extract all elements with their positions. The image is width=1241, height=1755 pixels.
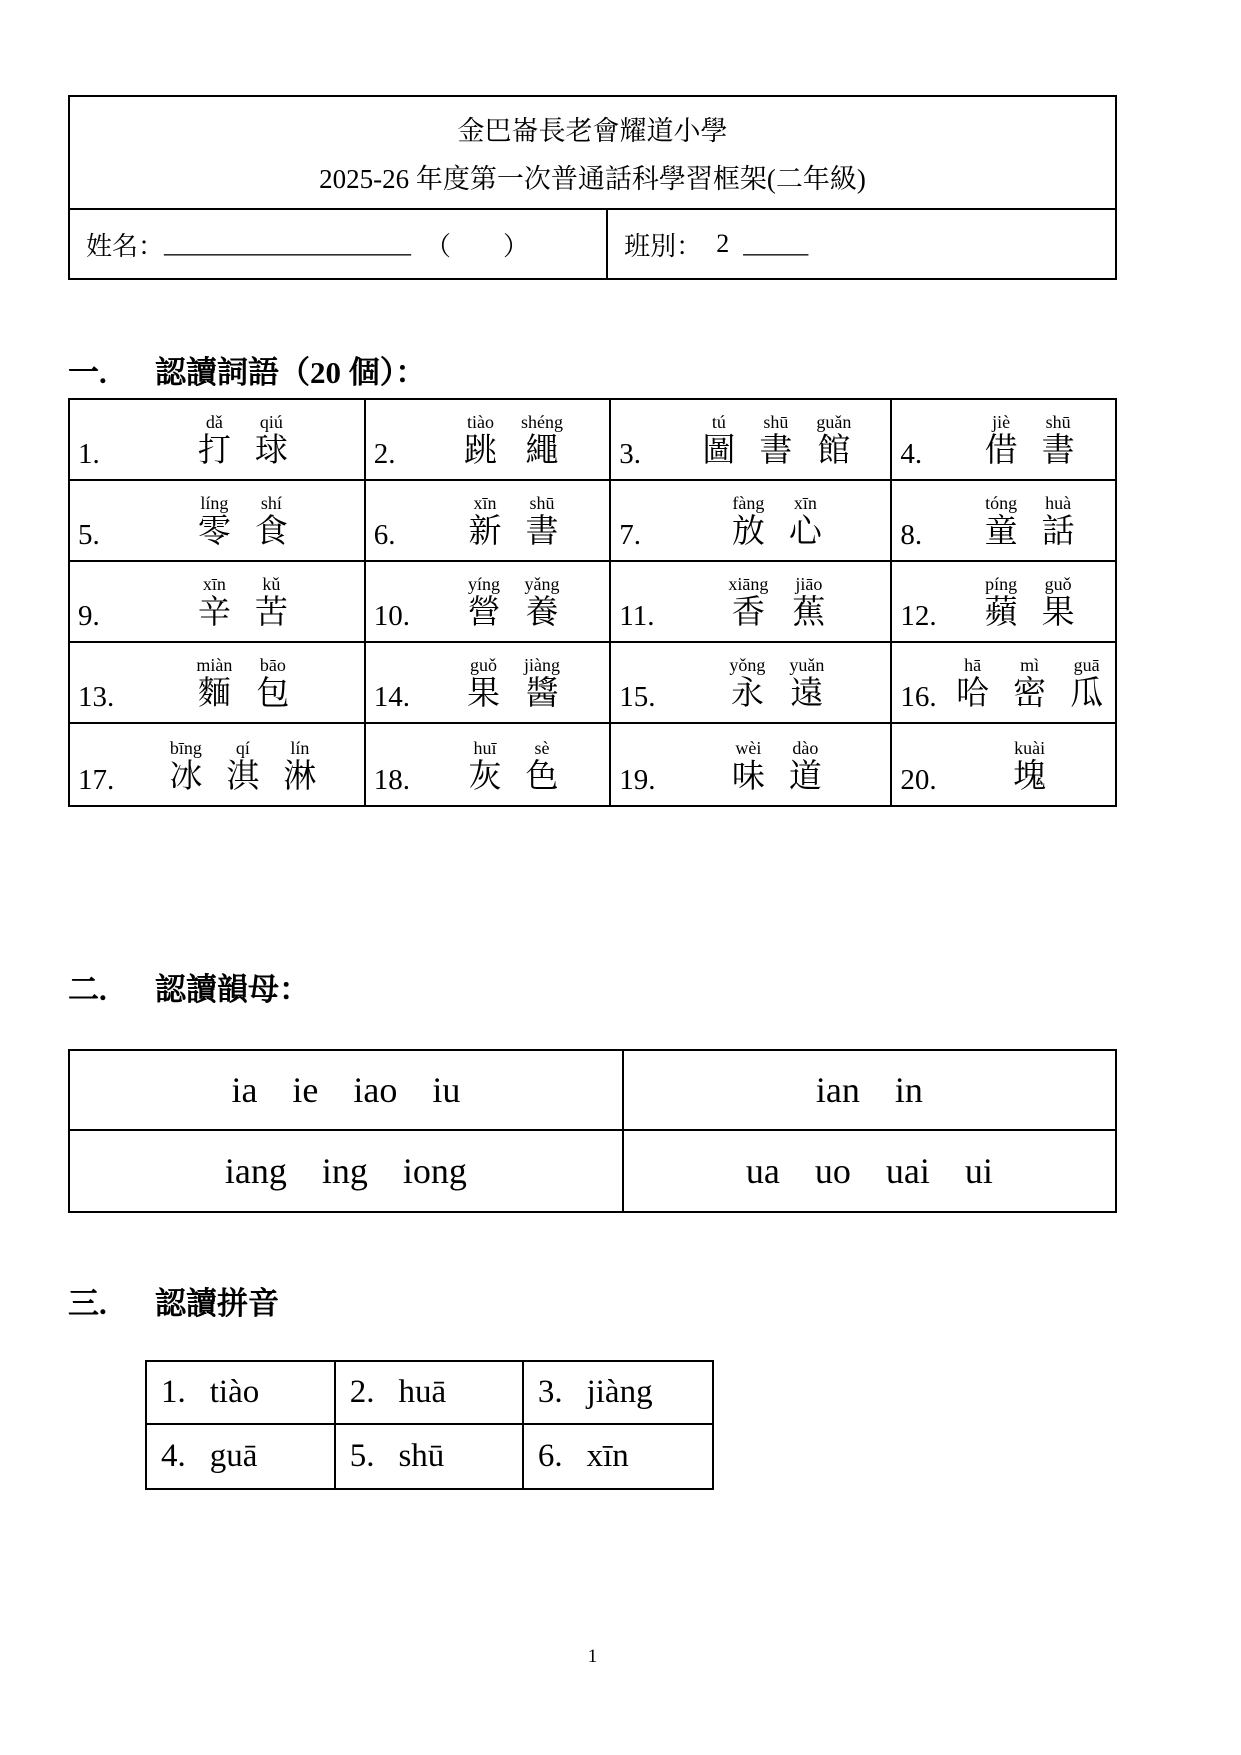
word-syllables [669, 739, 884, 795]
section-1-number: 一. [68, 354, 107, 390]
syllable [728, 575, 768, 631]
pinyin-item-text: huā [398, 1374, 447, 1410]
chinese-character: 醬 [525, 676, 559, 713]
name-blank-line: ___________________ [164, 229, 412, 258]
word-syllables [669, 575, 884, 631]
word-item [611, 643, 892, 724]
chinese-character: 蕉 [792, 595, 826, 632]
pinyin-annotation: lín [290, 737, 310, 758]
word-item [611, 562, 892, 643]
syllable [732, 494, 765, 550]
syllable [169, 739, 202, 795]
word-number: 13. [78, 681, 115, 713]
word-syllables [128, 413, 358, 469]
pinyin-table [145, 1360, 714, 1490]
pinyin-item-number: 4. [161, 1438, 186, 1474]
chinese-character: 香 [731, 595, 765, 632]
pinyin-item-number: 2. [349, 1374, 375, 1410]
chinese-character: 食 [254, 514, 288, 551]
chinese-character: 麵 [197, 676, 231, 713]
class-value: 2 [716, 229, 730, 258]
syllable [283, 739, 316, 795]
word-item [892, 481, 1115, 562]
word-number: 18. [373, 764, 410, 796]
word-item [366, 562, 612, 643]
syllable [702, 413, 735, 469]
page-number: 1 [587, 1646, 598, 1667]
pinyin-annotation: kǔ [262, 573, 281, 594]
syllable [526, 494, 559, 550]
pinyin-item-text: guā [209, 1438, 258, 1474]
word-syllables [669, 494, 884, 550]
pinyin-annotation: guǒ [1044, 573, 1072, 594]
chinese-character: 冰 [169, 759, 203, 796]
pinyin-annotation: dǎ [205, 411, 223, 432]
word-number: 15. [619, 681, 656, 713]
section-3-heading [68, 1273, 1117, 1321]
chinese-character: 球 [254, 433, 288, 470]
pinyin-item-number: 5. [349, 1438, 375, 1474]
pinyin-annotation: shū [529, 492, 555, 513]
pinyin-annotation: shéng [521, 411, 564, 432]
syllable [526, 739, 559, 795]
pinyin-annotation: kuài [1014, 737, 1046, 758]
syllable [985, 413, 1018, 469]
chinese-character: 塊 [1013, 759, 1047, 796]
chinese-character: 話 [1041, 514, 1075, 551]
chinese-character: 果 [1041, 595, 1075, 632]
header-box [68, 95, 1117, 280]
pinyin-annotation: bīng [169, 737, 202, 758]
syllable [729, 656, 765, 712]
syllable [198, 575, 231, 631]
pinyin-annotation: bāo [259, 654, 286, 675]
syllable [255, 575, 288, 631]
word-number: 20. [900, 764, 937, 796]
word-item [892, 562, 1115, 643]
word-number: 10. [373, 600, 410, 632]
pinyin-item-number: 6. [537, 1438, 563, 1474]
pinyin-annotation: fàng [732, 492, 765, 513]
pinyin-annotation: shū [763, 411, 789, 432]
pinyin-item-text: shū [398, 1438, 445, 1474]
pinyin-annotation: xīn [202, 573, 226, 594]
words-table [68, 398, 1117, 807]
pinyin-annotation: qí [235, 737, 250, 758]
chinese-character: 遠 [790, 676, 824, 713]
pinyin-annotation: hā [964, 654, 982, 675]
chinese-character: 心 [788, 514, 822, 551]
pinyin-item-number: 1. [161, 1374, 186, 1410]
chinese-character: 果 [467, 676, 501, 713]
pinyin-annotation: xiāng [728, 573, 769, 594]
pinyin-item-text: jiàng [586, 1374, 653, 1410]
syllable [1042, 575, 1075, 631]
syllable [521, 413, 563, 469]
word-syllables [424, 575, 604, 631]
finals-group: ian in [624, 1051, 1115, 1131]
chinese-character: 圖 [702, 433, 736, 470]
chinese-character: 繩 [525, 433, 559, 470]
chinese-character: 營 [467, 595, 501, 632]
pinyin-annotation: yíng [468, 573, 501, 594]
section-2-number: 二. [68, 971, 107, 1007]
chinese-character: 密 [1013, 676, 1047, 713]
chinese-character: 書 [759, 433, 793, 470]
chinese-character: 蘋 [984, 595, 1018, 632]
word-syllables [950, 494, 1109, 550]
word-item [70, 562, 366, 643]
word-item [611, 400, 892, 481]
pinyin-annotation: yǒng [729, 654, 766, 675]
syllable [524, 656, 560, 712]
syllable [1042, 494, 1075, 550]
word-syllables [424, 739, 604, 795]
word-syllables [424, 656, 604, 712]
chinese-character: 跳 [464, 433, 498, 470]
word-syllables [128, 656, 358, 712]
pinyin-annotation: jiàng [524, 654, 561, 675]
word-number: 3. [619, 438, 642, 470]
syllable [468, 575, 501, 631]
finals-group: iang ing iong [70, 1131, 624, 1211]
chinese-character: 放 [731, 514, 765, 551]
word-number: 16. [900, 681, 937, 713]
syllable [1070, 656, 1103, 712]
syllable [467, 656, 500, 712]
finals-table [68, 1049, 1117, 1213]
pinyin-annotation: miàn [196, 654, 233, 675]
word-item [70, 481, 366, 562]
syllable [789, 494, 822, 550]
word-number: 4. [900, 438, 923, 470]
syllable [255, 413, 288, 469]
word-item [70, 724, 366, 805]
chinese-character: 色 [525, 759, 559, 796]
pinyin-annotation: qiú [259, 411, 283, 432]
syllable [469, 494, 502, 550]
word-number: 9. [78, 600, 100, 632]
word-item [611, 481, 892, 562]
syllable [464, 413, 497, 469]
chinese-character: 書 [525, 514, 559, 551]
syllable [256, 656, 289, 712]
pinyin-annotation: guǒ [470, 654, 498, 675]
section-3-number: 三. [68, 1285, 107, 1321]
pinyin-annotation: tiào [467, 411, 495, 432]
syllable [956, 656, 989, 712]
word-syllables [424, 494, 604, 550]
header-title-area [70, 97, 1115, 210]
syllable [792, 575, 825, 631]
word-number: 19. [619, 764, 656, 796]
chinese-character: 辛 [197, 595, 231, 632]
pinyin-annotation: jiè [992, 411, 1011, 432]
class-cell [608, 210, 1115, 278]
syllable [198, 494, 231, 550]
chinese-character: 借 [984, 433, 1018, 470]
word-number: 14. [373, 681, 410, 713]
school-name: 金巴崙長老會耀道小學 [457, 116, 728, 147]
pinyin-annotation: guā [1073, 654, 1100, 675]
pinyin-annotation: tóng [985, 492, 1018, 513]
chinese-character: 書 [1041, 433, 1075, 470]
pinyin-item-number: 3. [537, 1374, 563, 1410]
chinese-character: 道 [788, 759, 822, 796]
syllable [789, 739, 822, 795]
pinyin-annotation: píng [985, 573, 1018, 594]
chinese-character: 苦 [254, 595, 288, 632]
syllable [196, 656, 232, 712]
pinyin-item [524, 1362, 712, 1425]
pinyin-annotation: líng [200, 492, 229, 513]
word-syllables [950, 656, 1109, 712]
chinese-character: 包 [256, 676, 290, 713]
header-name-row [70, 210, 1115, 278]
syllable [985, 575, 1018, 631]
pinyin-annotation: shí [260, 492, 282, 513]
class-label: 班別： [624, 231, 703, 261]
section-2-title: 認讀韻母： [155, 971, 310, 1007]
word-item [70, 400, 366, 481]
syllable [759, 413, 792, 469]
word-item [892, 643, 1115, 724]
section-1-heading [68, 342, 1117, 390]
word-syllables [128, 494, 358, 550]
word-number: 7. [619, 519, 642, 551]
word-syllables [669, 413, 884, 469]
section-3-title: 認讀拼音 [155, 1285, 279, 1321]
word-item [366, 643, 612, 724]
syllable [1013, 739, 1046, 795]
name-cell [70, 210, 608, 278]
chinese-character: 味 [731, 759, 765, 796]
pinyin-annotation: xīn [473, 492, 497, 513]
pinyin-item-text: xīn [586, 1438, 629, 1474]
word-item [611, 724, 892, 805]
word-item [366, 724, 612, 805]
class-number-paren: （ ） [425, 231, 530, 261]
pinyin-annotation: huī [473, 737, 497, 758]
pinyin-item-text: tiào [209, 1374, 260, 1410]
pinyin-annotation: dào [792, 737, 819, 758]
syllable [469, 739, 502, 795]
word-number: 11. [619, 600, 655, 632]
word-syllables [424, 413, 604, 469]
chinese-character: 新 [468, 514, 502, 551]
syllable [732, 739, 765, 795]
word-item [70, 643, 366, 724]
finals-group: ua uo uai ui [745, 1151, 993, 1191]
page-content [0, 95, 1241, 1668]
pinyin-item [336, 1362, 524, 1425]
pinyin-item [336, 1425, 524, 1488]
syllable [1013, 656, 1046, 712]
chinese-character: 哈 [956, 676, 990, 713]
pinyin-annotation: yǎng [524, 573, 560, 594]
word-item [892, 724, 1115, 805]
pinyin-annotation: yuǎn [789, 654, 825, 675]
syllable [789, 656, 824, 712]
word-item [366, 481, 612, 562]
pinyin-annotation: guǎn [816, 411, 852, 432]
pinyin-annotation: sè [534, 737, 550, 758]
word-number: 6. [373, 519, 396, 551]
class-blank-line: _____ [743, 229, 809, 258]
chinese-character: 零 [197, 514, 231, 551]
word-number: 5. [78, 519, 100, 551]
pinyin-annotation: mì [1020, 654, 1040, 675]
chinese-character: 童 [984, 514, 1018, 551]
pinyin-item [524, 1425, 712, 1488]
word-syllables [950, 413, 1109, 469]
word-number: 1. [78, 438, 100, 470]
finals-group: ia ie iao iu [70, 1051, 624, 1131]
chinese-character: 灰 [468, 759, 502, 796]
document-title: 2025-26 年度第一次普通話科學習框架(二年級) [319, 163, 866, 194]
section-2-heading [68, 959, 1117, 1007]
chinese-character: 養 [525, 595, 559, 632]
name-label: 姓名： [86, 231, 165, 261]
word-syllables [669, 656, 884, 712]
pinyin-annotation: wèi [735, 737, 762, 758]
chinese-character: 永 [730, 676, 764, 713]
syllable [226, 739, 259, 795]
word-number: 2. [373, 438, 396, 470]
pinyin-annotation: huà [1045, 492, 1072, 513]
chinese-character: 打 [197, 433, 231, 470]
word-syllables [128, 575, 358, 631]
pinyin-annotation: xīn [793, 492, 817, 513]
syllable [525, 575, 560, 631]
pinyin-annotation: jiāo [795, 573, 823, 594]
chinese-character: 淋 [283, 759, 317, 796]
syllable [1042, 413, 1075, 469]
pinyin-annotation: tú [711, 411, 726, 432]
section-1-title: 認讀詞語（20 個）： [155, 354, 427, 390]
syllable [816, 413, 851, 469]
chinese-character: 館 [817, 433, 851, 470]
word-number: 12. [900, 600, 937, 632]
word-syllables [950, 739, 1109, 795]
word-number: 8. [900, 519, 923, 551]
chinese-character: 瓜 [1070, 676, 1104, 713]
syllable [985, 494, 1018, 550]
word-syllables [128, 739, 358, 795]
pinyin-item [147, 1425, 336, 1488]
word-syllables [950, 575, 1109, 631]
syllable [198, 413, 231, 469]
word-number: 17. [78, 764, 115, 796]
word-item [366, 400, 612, 481]
syllable [255, 494, 288, 550]
chinese-character: 淇 [226, 759, 260, 796]
word-item [892, 400, 1115, 481]
pinyin-item [147, 1362, 336, 1425]
pinyin-annotation: shū [1045, 411, 1071, 432]
